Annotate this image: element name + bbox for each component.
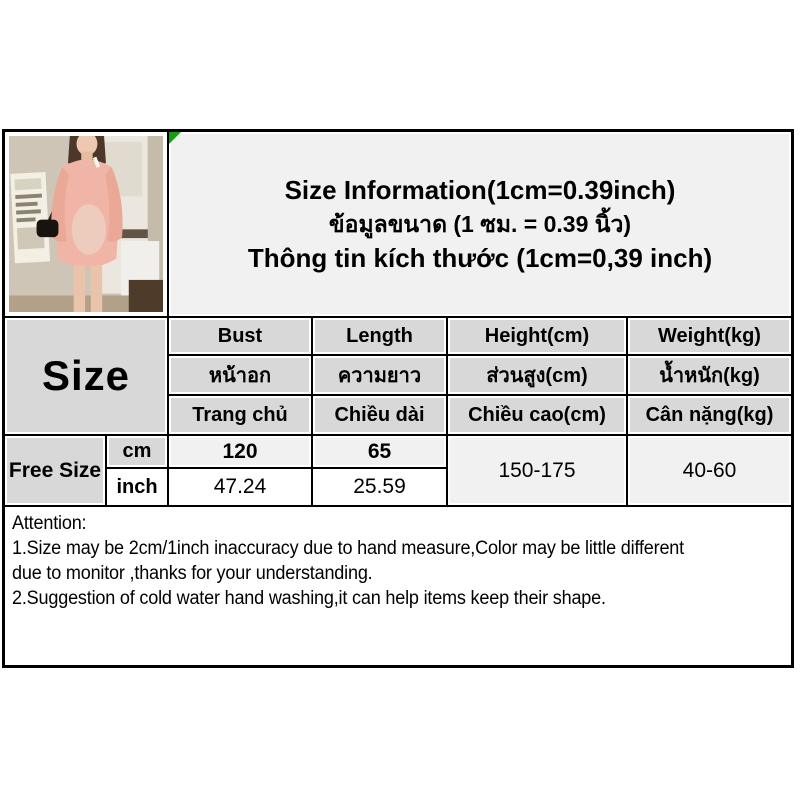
header-height-vi: Chiều cao(cm) — [448, 396, 626, 434]
header-length-vi: Chiều dài — [313, 396, 446, 434]
size-chart-table — [2, 129, 794, 668]
wall-poster — [10, 172, 50, 263]
header-bust-vi: Trang chủ — [169, 396, 311, 434]
value-length-inch: 25.59 — [313, 469, 446, 505]
attention-heading: Attention: — [12, 513, 87, 534]
title-english: Size Information(1cm=0.39inch) — [284, 175, 676, 205]
size-information-title-cell — [169, 132, 791, 316]
unit-inch-label: inch — [107, 469, 167, 505]
unit-cm-label: cm — [107, 436, 167, 467]
title-vietnamese: Thông tin kích thước (1cm=0,39 inch) — [247, 243, 713, 273]
header-length-en: Length — [313, 318, 446, 354]
header-weight-en: Weight(kg) — [628, 318, 791, 354]
value-weight-range: 40-60 — [628, 436, 791, 505]
attention-note-2: 2.Suggestion of cold water hand washing,it can help items keep their shape. — [12, 588, 606, 609]
header-length-th: ความยาว — [313, 356, 446, 394]
attention-note-1a: 1.Size may be 2cm/1inch inaccuracy due to hand measure,Color may be little different — [12, 538, 684, 559]
row-label-free-size: Free Size — [5, 436, 105, 505]
cell-error-indicator-icon — [169, 132, 181, 144]
header-bust-th: หน้าอก — [169, 356, 311, 394]
value-height-range: 150-175 — [448, 436, 626, 505]
header-height-th: ส่วนสูง(cm) — [448, 356, 626, 394]
attention-note-1b: due to monitor ,thanks for your understanding. — [12, 563, 373, 584]
header-weight-vi: Cân nặng(kg) — [628, 396, 791, 434]
value-length-cm: 65 — [313, 436, 446, 467]
header-bust-en: Bust — [169, 318, 311, 354]
value-bust-cm: 120 — [169, 436, 311, 467]
header-weight-th: น้ำหนัก(kg) — [628, 356, 791, 394]
product-photo-illustration — [9, 136, 163, 312]
header-height-en: Height(cm) — [448, 318, 626, 354]
product-photo — [5, 132, 167, 316]
title-thai: ข้อมูลขนาด (1 ซม. = 0.39 นิ้ว) — [328, 211, 632, 237]
value-bust-inch: 47.24 — [169, 469, 311, 505]
attention-notes — [5, 507, 791, 665]
size-corner-label: Size — [5, 318, 167, 434]
